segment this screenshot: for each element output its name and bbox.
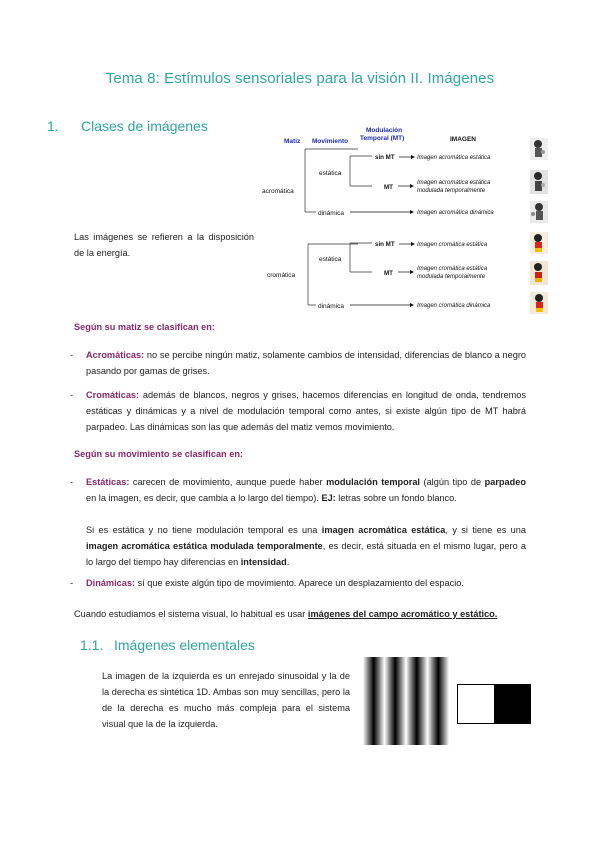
result-1: Imagen acromática estática — [417, 155, 491, 161]
arrowhead-2 — [410, 184, 414, 188]
intro-paragraph: Las imágenes se refieren a la disposición de la energía. — [74, 232, 254, 258]
bold-p2b: imagen acromática estática — [321, 525, 446, 535]
header-modulacion: Modulación — [366, 127, 403, 134]
sinusoidal-grating-image — [363, 657, 449, 745]
bullet-dash: - — [70, 350, 74, 360]
bold-ej: EJ: — [321, 493, 336, 503]
closing-text: Cuando estudiamos el sistema visual, lo habitual es usar — [74, 609, 308, 619]
result-3: Imagen acromática dinámica — [417, 210, 494, 216]
term-estaticas: Estáticas: — [86, 477, 130, 487]
thumbnail-cromatica-modulada — [530, 261, 548, 285]
bold-parpadeo: parpadeo — [484, 477, 526, 487]
text-p2g: . — [286, 557, 290, 567]
thumbnail-acromatica-modulada — [530, 170, 548, 194]
bullet-dash: - — [70, 578, 74, 588]
bracket-estatica-2 — [350, 243, 372, 272]
page-title: Tema 8: Estímulos sensoriales para la visión II. Imágenes — [105, 70, 495, 87]
list-item-acromaticas — [70, 347, 526, 379]
thumbnail-acromatica-estatica — [530, 138, 548, 160]
section-title: Clases de imágenes — [81, 118, 208, 134]
arrowhead-3 — [410, 210, 414, 214]
header-matiz: Matiz — [284, 138, 301, 145]
section-number: 1.1. — [80, 637, 104, 653]
bullet-dash: - — [70, 390, 74, 400]
bracket-estatica-1 — [350, 156, 372, 186]
section-number: 1. — [47, 118, 59, 134]
closing-underlined: imágenes del campo acromático y estático. — [307, 609, 498, 619]
label-acromatica: acromática — [262, 188, 294, 195]
result-5a: Imagen cromática estática — [417, 266, 488, 272]
arrowhead-5 — [410, 270, 414, 274]
bullet-dash: - — [70, 477, 74, 487]
header-temporal: Temporal (MT) — [360, 135, 405, 142]
result-4: Imagen cromática estática — [417, 242, 488, 248]
text-estaticas-2: (algún tipo de — [420, 477, 485, 487]
text-cromaticas: además de blancos, negros y grises, hacemos diferencias en longitud de onda, tendremos estáticas y dinámicas y a nivel de modulación temporal como antes, si existe algún tipo de MT habrá parpadeo. Las dinámicas son las que además del matiz vemos movimiento. — [86, 390, 526, 432]
closing-paragraph — [74, 606, 534, 622]
movimiento-heading: Según su movimiento se clasifican en: — [74, 449, 243, 459]
section-title: Imágenes elementales — [114, 637, 255, 653]
label-estatica-1: estática — [319, 170, 342, 177]
list-item-cromaticas — [70, 387, 526, 435]
label-sin-mt-1: sin MT — [375, 154, 395, 161]
label-mt-1: MT — [384, 184, 393, 191]
thumbnail-acromatica-dinamica — [530, 201, 548, 223]
bold-modulacion: modulación temporal — [326, 477, 420, 487]
term-acromaticas: Acromáticas: — [86, 350, 145, 360]
estaticas-paragraph-2 — [86, 522, 526, 570]
text-p2c: , y si tiene es una — [445, 525, 527, 535]
term-dinamicas: Dinámicas: — [86, 578, 136, 588]
list-item-estaticas — [70, 474, 526, 506]
text-p2a: Si es estática y no tiene modulación temporal es una — [86, 525, 322, 535]
text-p2e: , es decir, está situada en el mismo lugar, pero a lo largo del tiempo hay diferencias en — [86, 541, 526, 567]
result-6: Imagen cromática dinámica — [417, 303, 491, 309]
list-item-dinamicas — [70, 575, 526, 591]
text-estaticas-3: en la imagen, es decir, que cambia a lo largo del tiempo). — [86, 493, 322, 503]
label-mt-2: MT — [384, 270, 393, 277]
text-estaticas-4: letras sobre un fondo blanco. — [335, 493, 457, 503]
label-cromatica: cromática — [267, 272, 296, 279]
bold-p2f: intensidad — [240, 557, 287, 567]
result-5b: modulada temporalmente — [417, 274, 486, 280]
section-1-1-heading — [80, 637, 255, 653]
section-1-heading — [47, 118, 208, 134]
result-2b: modulada temporalmente — [417, 188, 486, 194]
elementales-paragraph: La imagen de la izquierda es un enrejado sinusoidal y la de la derecha es sintética 1D. Ambas son muy sencillas, pero la de la derecha es mucho más compleja para el sistema visual que la de la izquierda. — [102, 671, 350, 729]
arrowhead-4 — [411, 242, 415, 246]
bold-p2d: imagen acromática estática modulada temporalmente — [86, 541, 323, 551]
term-cromaticas: Cromáticas: — [86, 390, 140, 400]
thumbnail-cromatica-dinamica — [530, 292, 548, 314]
classification-diagram — [258, 124, 558, 318]
result-2a: Imagen acromática estática — [417, 180, 491, 186]
label-sin-mt-2: sin MT — [375, 241, 395, 248]
label-dinamica-1: dinámica — [318, 210, 345, 217]
arrowhead-6 — [410, 303, 414, 307]
matiz-heading: Según su matiz se clasifican en: — [74, 322, 215, 332]
thumbnail-cromatica-estatica — [530, 232, 548, 254]
synthetic-1d-image — [457, 684, 531, 724]
black-half — [494, 685, 530, 723]
text-dinamicas: sí que existe algún tipo de movimiento. Aparece un desplazamiento del espacio. — [135, 578, 464, 588]
label-dinamica-2: dinámica — [318, 303, 345, 310]
bracket-cromatica — [308, 244, 358, 305]
text-acromaticas: no se percibe ningún matiz, solamente cambios de intensidad, diferencias de blanco a negro pasando por gamas de grises. — [86, 350, 526, 376]
arrowhead-1 — [411, 155, 415, 159]
header-imagen: IMAGEN — [450, 136, 476, 143]
text-estaticas-1: carecen de movimiento, aunque puede haber — [129, 477, 327, 487]
label-estatica-2: estática — [319, 256, 342, 263]
header-movimiento: Movimiento — [312, 138, 349, 145]
